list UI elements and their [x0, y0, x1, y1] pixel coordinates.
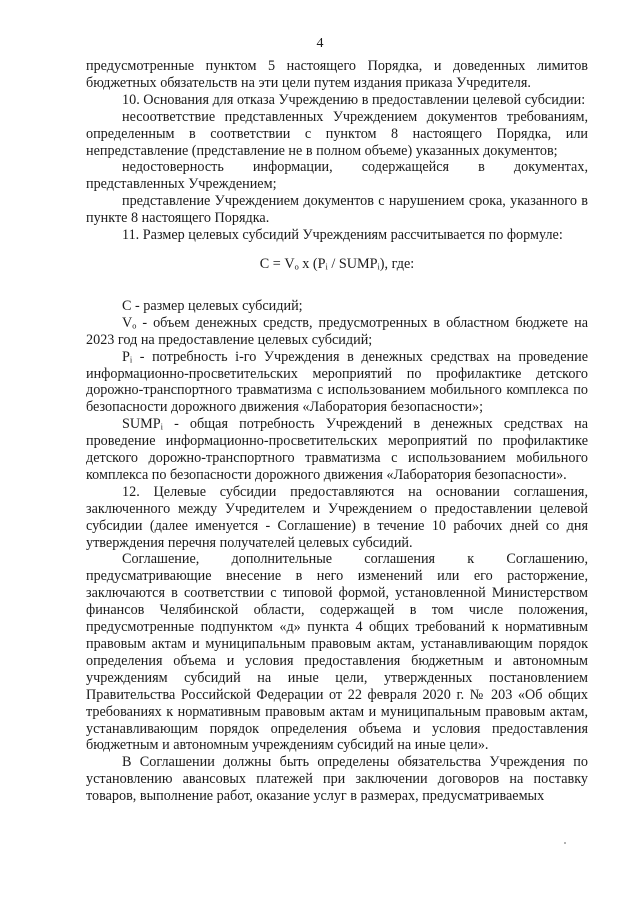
formula-spacer	[86, 284, 588, 298]
paragraph-definition-vo: Vₒ - объем денежных средств, предусмотренных в областном бюджете на 2023 год на предоставление целевых субсидий;	[86, 314, 588, 348]
subsidy-formula: С = Vₒ x (Pᵢ / SUMPᵢ), где:	[259, 255, 415, 272]
page-number: 4	[316, 36, 324, 51]
paragraph-agreement: Соглашение, дополнительные соглашения к Соглашению, предусматривающие внесение в него изменений или его расторжение, заключаются в соответствии с типовой формой, установленной Министерством финансов Челябинской области, содержащей в том числе положения, предусмотренные подпунктом «д» пункта 4 общих требований к нормативным правовым актам и муниципальным правовым актам, устанавливающим порядок определения объема и условия предоставления бюджетным и автономным учреждениям субсидий на иные цели, утвержденных постановлением Правительства Российской Федерации от 22 февраля 2020 г. № 203 «Об общих требованиях к нормативным правовым актам и муниципальным правовым актам, устанавливающим порядок определения объема и условия предоставления бюджетным и автономным учреждениям субсидий на иные цели».	[86, 551, 588, 754]
paragraph-item-10: 10. Основания для отказа Учреждению в предоставлении целевой субсидии:	[122, 91, 586, 108]
paragraph-refusal-reason-2: недостоверность информации, содержащейся в документах, представленных Учреждением;	[86, 159, 588, 193]
paragraph-obligations: В Соглашении должны быть определены обязательства Учреждения по установлению авансовых платежей при заключении договоров на поставку товаров, выполнение работ, оказание услуг в размерах, предусматриваемых	[86, 754, 588, 805]
paragraph-refusal-reason-1: несоответствие представленных Учреждением документов требованиям, определенным в соответствии с пунктом 8 настоящего Порядка, или непредставление (представление не в полном объеме) указанных документов;	[86, 108, 588, 159]
paragraph-item-11: 11. Размер целевых субсидий Учреждениям рассчитывается по формуле:	[122, 227, 563, 244]
paragraph-definition-sumpi: SUMPᵢ - общая потребность Учреждений в денежных средствах на проведение информационно-просветительских мероприятий по профилактике детского дорожно-транспортного травматизма с использованием мобильного комплекса по безопасности дорожного движения «Лаборатория безопасности».	[86, 416, 588, 483]
paragraph-definition-pi: Pᵢ - потребность i-го Учреждения в денежных средствах на проведение информационно-просветительских мероприятий по профилактике детского дорожно-транспортного травматизма с использованием мобильного комплекса по безопасности дорожного движения «Лаборатория безопасности»;	[86, 348, 588, 416]
document-body	[86, 58, 588, 805]
paragraph-item-12: 12. Целевые субсидии предоставляются на основании соглашения, заключенного между Учредителем и Учреждением о предоставлении целевой субсидии (далее именуется - Соглашение) в течение 10 рабочих дней со дня утверждения перечня получателей целевых субсидий.	[86, 483, 588, 551]
paragraph-continuation: предусмотренные пунктом 5 настоящего Порядка, и доведенных лимитов бюджетных обязательств на эти цели путем издания приказа Учредителя.	[86, 58, 588, 91]
paragraph-refusal-reason-3: представление Учреждением документов с нарушением срока, указанного в пункте 8 настоящего Порядка.	[86, 193, 588, 227]
scan-speck	[564, 842, 566, 844]
paragraph-definition-c: С - размер целевых субсидий;	[122, 297, 303, 314]
